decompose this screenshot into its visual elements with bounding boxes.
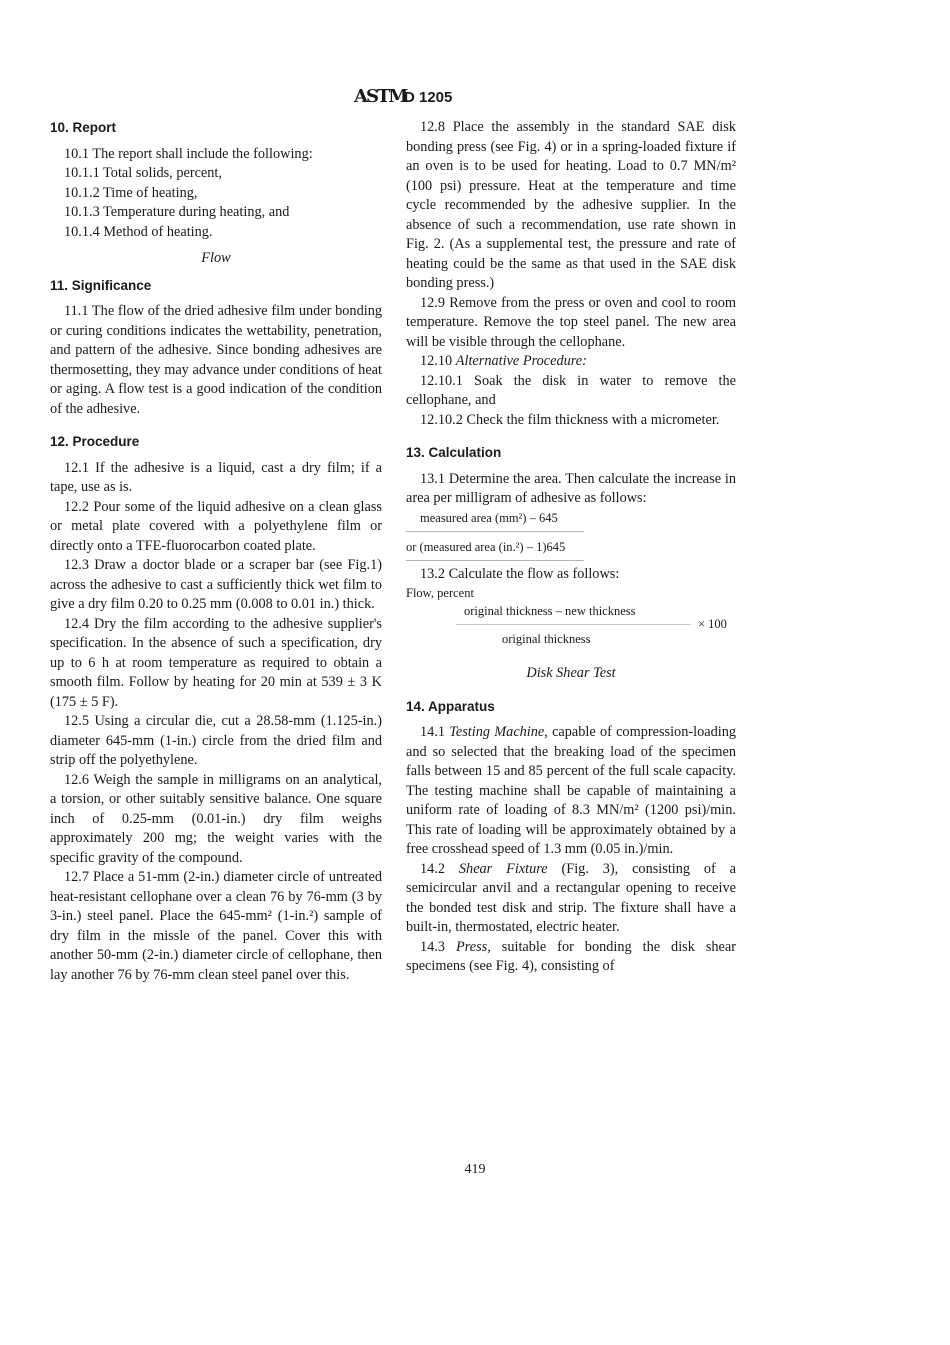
section-13-heading: 13. Calculation bbox=[406, 445, 502, 460]
paragraph-12-9: 12.9 Remove from the press or oven and cool to room temperature. Remove the top steel panel. The new area will be visible through the cellophane. bbox=[406, 294, 736, 350]
disk-shear-title: Disk Shear Test bbox=[526, 665, 616, 681]
page-header bbox=[0, 86, 950, 110]
paragraph-12-4: 12.4 Dry the film according to the adhesive supplier's specification. In the absence of such a specification, dry up to 6 h at room temperature as required to obtain a smooth film. Follow by heating for 20 min at 539 ± 3 K (175 ± 5 F). bbox=[50, 615, 382, 710]
formula-metric: measured area (mm²) – 645 bbox=[420, 510, 558, 525]
paragraph-14-3: 14.3 Press, suitable for bonding the disk shear specimens (see Fig. 4), consisting of bbox=[406, 938, 736, 974]
shear-fixture-title: Shear Fixture bbox=[458, 860, 548, 877]
section-11-heading: 11. Significance bbox=[50, 277, 152, 293]
formula-inch: or (measured area (in.²) – 1)645 bbox=[406, 539, 566, 554]
testing-machine-title: Testing Machine, bbox=[449, 724, 548, 740]
report-item: 10.1.2 Time of heating, bbox=[64, 184, 198, 201]
page-number: 419 bbox=[464, 1162, 486, 1177]
report-item: 10.1.3 Temperature during heating, and bbox=[64, 204, 290, 220]
report-item: 10.1.4 Method of heating. bbox=[64, 223, 213, 240]
paragraph-13-2: 13.2 Calculate the flow as follows: bbox=[420, 565, 620, 582]
press-title: Press, bbox=[455, 938, 491, 955]
paragraph-12-10 bbox=[406, 352, 736, 372]
paragraph-12-3: 12.3 Draw a doctor blade or a scraper bar (see Fig.1) across the adhesive to cast a sufficiently thick wet film to give a dry film 0.20 to 0.25 mm (0.008 to 0.01 in.) thick. bbox=[50, 557, 382, 612]
section-14-heading: 14. Apparatus bbox=[406, 698, 495, 714]
section-10-heading: 10. Report bbox=[50, 120, 117, 135]
flow-label: Flow, percent bbox=[406, 586, 474, 600]
paragraph-14-2: 14.2 Shear Fixture (Fig. 3), consisting of a semicircular anvil and a rectangular opening to receive the bonded test disk and strip. The fixture shall have a built-in, thermostated, electric heater. bbox=[406, 860, 737, 935]
flow-section-title: Flow bbox=[201, 250, 231, 266]
paragraph-12-8: 12.8 Place the assembly in the standard SAE disk bonding press (see Fig. 4) or in a spring-loaded fixture if an oven is to be used for heating. Load to 0.7 MN/m² (100 psi) pressure. Heat at the temperature and time cycle recommended by the adhesive supplier. In the absence of such a recommendation, use rate shown in Fig. 2. (As a supplemental test, the pressure and rate of heating could be the same as that used in the SAE disk bonding press.) bbox=[406, 119, 736, 291]
paragraph-12-1: 12.1 If the adhesive is a liquid, cast a dry film; if a tape, use as is. bbox=[50, 459, 382, 495]
area-formula bbox=[406, 509, 736, 561]
paragraph-12-10-1: 12.10.1 Soak the disk in water to remove the cellophane, and bbox=[406, 372, 736, 408]
paragraph-11-1: 11.1 The flow of the dried adhesive film under bonding or curing conditions indicates the wettability, penetration, and pattern of the adhesive. Since bonding adhesives are thermosetting, they may advance under conditions of heat or aging. A flow test is a good indication of the condition of the adhesive. bbox=[50, 303, 382, 417]
paragraph-12-2: 12.2 Pour some of the liquid adhesive on a clean glass or metal plate covered with a polyethylene film or directly onto a TFE-fluorocarbon coated plate. bbox=[50, 498, 382, 554]
right-column bbox=[406, 118, 736, 977]
section-12-heading: 12. Procedure bbox=[50, 434, 140, 449]
para-number: 12.10 bbox=[420, 353, 453, 369]
standard-designation: D 1205 bbox=[404, 89, 453, 106]
paragraph-12-10-2: 12.10.2 Check the film thickness with a micrometer. bbox=[420, 411, 720, 428]
flow-multiplier: × 100 bbox=[698, 617, 727, 631]
paragraph-14-1: 14.1 Testing Machine, capable of compression-loading and so selected that the breaking load of the specimen falls between 15 and 85 percent of the full scale capacity. The testing machine shall be capable of maintaining a uniform rate of loading of 8.3 MN/m² (1200 psi)/min. This rate of loading will be approximately obtained by a free crosshead speed of 1.3 mm (0.05 in.)/min. bbox=[406, 724, 736, 857]
alternative-procedure-title: Alternative Procedure: bbox=[455, 353, 587, 369]
paragraph-12-6: 12.6 Weigh the sample in milligrams on an analytical, a torsion, or other suitably sensitive balance. One square inch of 0.25-mm (0.01-in.) dry film weighs approximately 200 mg; the weight varies with the specific gravity of the compound. bbox=[50, 771, 382, 866]
report-item: 10.1.1 Total solids, percent, bbox=[64, 165, 222, 181]
fraction-bar bbox=[456, 624, 691, 625]
astm-logo: ASTM bbox=[354, 86, 407, 107]
report-item: 10.1 The report shall include the following: bbox=[64, 145, 313, 162]
paragraph-13-1: 13.1 Determine the area. Then calculate the increase in area per milligram of adhesive as follows: bbox=[406, 470, 736, 506]
paragraph-12-5: 12.5 Using a circular die, cut a 28.58-mm (1.125-in.) diameter 645-mm (1-in.) circle from the dried film and strip off the polyethylene. bbox=[50, 713, 382, 768]
paragraph-12-7: 12.7 Place a 51-mm (2-in.) diameter circle of untreated heat-resistant cellophane over a clean 76 by 76-mm (3 by 3-in.) steel panel. Place the 645-mm² (1-in.²) sample of dry film in the missle of the panel. Cover this with another 50-mm (2-in.) diameter circle of cellophane, then lay another 76 by 76-mm clean steel panel over this. bbox=[50, 869, 382, 983]
flow-denominator: original thickness bbox=[502, 632, 591, 646]
left-column bbox=[50, 118, 382, 985]
flow-formula bbox=[406, 602, 736, 664]
flow-numerator: original thickness – new thickness bbox=[464, 604, 636, 618]
